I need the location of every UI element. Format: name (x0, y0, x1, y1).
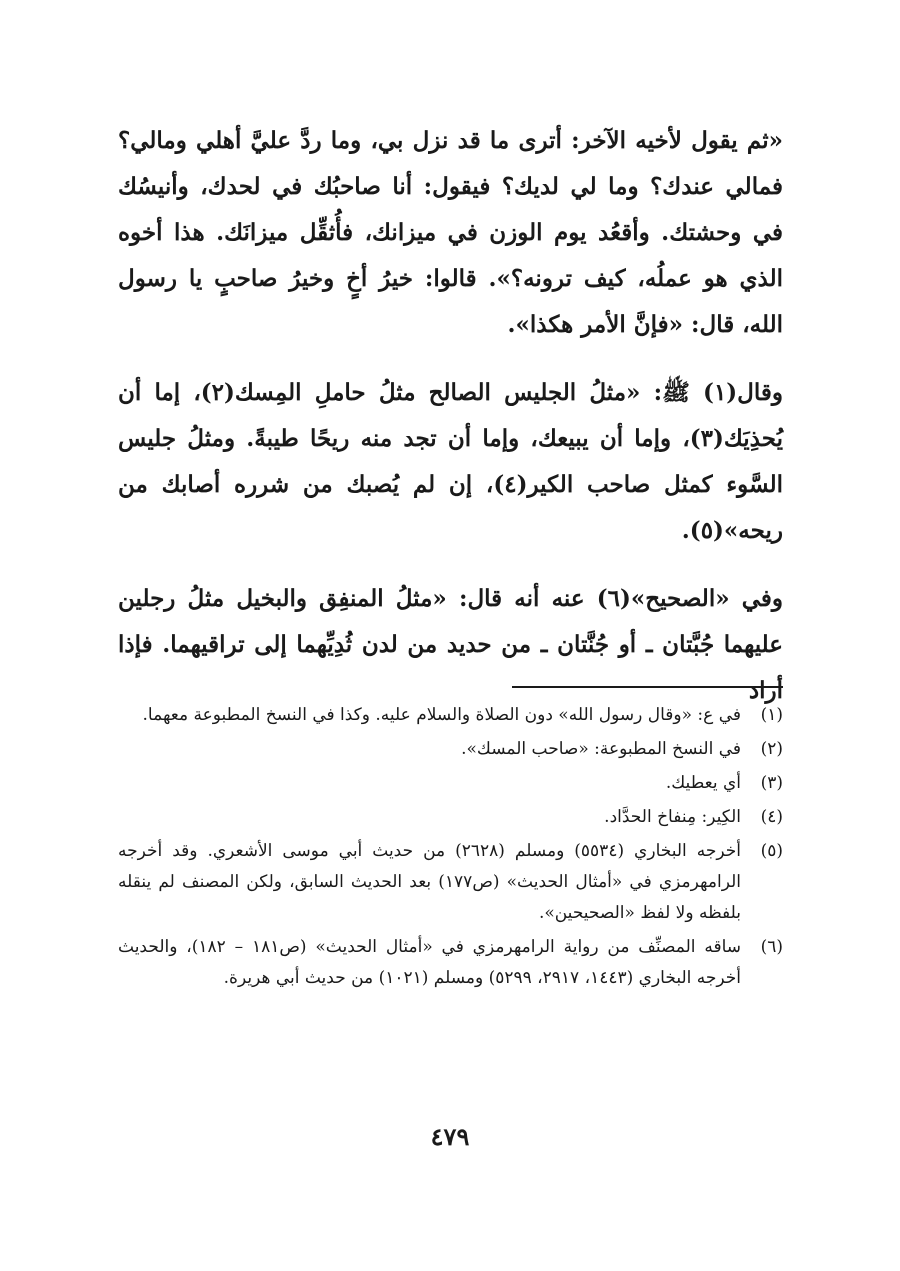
footnote-number: (٤) (760, 807, 783, 827)
footnote-6 (118, 932, 783, 994)
footnote-text: ساقه المصنِّف من رواية الرامهرمزي في «أمثال الحديث» (ص١٨١ – ١٨٢)، والحديث أخرجه البخاري (١٤٤٣، ٢٩١٧، ٥٢٩٩) ومسلم (١٠٢١) من حديث أبي هريرة. (118, 937, 741, 988)
footnote-text: الكِير: مِنفاخ الحدَّاد. (604, 807, 741, 827)
footnote-text: أخرجه البخاري (٥٥٣٤) ومسلم (٢٦٢٨) من حديث أبي موسى الأشعري. وقد أخرجه الرامهرمزي في «أمثال الحديث» (ص١٧٧) بعد الحديث السابق، ولكن المصنف لم ينقله بلفظه ولا لفظ «الصحيحين». (118, 841, 741, 923)
paragraph-1: «ثم يقول لأخيه الآخر: أترى ما قد نزل بي، وما ردَّ عليَّ أهلي ومالي؟ فمالي عندك؟ وما لي لديك؟ فيقول: أنا صاحبُك في لحدك، وأنيسُك في وحشتك. وأقعُد يوم الوزن في ميزانك، فأُثقِّل ميزانَك. هذا أخوه الذي هو عملُه، كيف ترونه؟». قالوا: خيرُ أخٍ وخيرُ صاحبٍ يا رسول الله، قال: «فإنَّ الأمر هكذا». (118, 127, 783, 338)
footnote-1 (118, 700, 783, 731)
paragraph-3: وفي «الصحيح»(٦) عنه أنه قال: «مثلُ المنفِق والبخيل مثلُ رجلين عليهما جُبَّتان ـ أو جُنَّتان ـ من حديد من لدن ثُدِيِّهما إلى تراقيهما. فإذا أراد (118, 585, 783, 704)
footnote-number: (١) (760, 705, 783, 725)
footnote-2 (118, 734, 783, 765)
footnote-text: في ع: «وقال رسول الله» دون الصلاة والسلام عليه. وكذا في النسخ المطبوعة معهما. (142, 705, 741, 725)
footnote-number: (٥) (760, 841, 783, 861)
footnote-text: أي يعطيك. (665, 773, 741, 793)
footnote-5 (118, 836, 783, 929)
footnotes (118, 700, 783, 997)
footnote-4 (118, 802, 783, 833)
footnote-number: (٢) (760, 739, 783, 759)
main-text (118, 118, 783, 736)
footnote-3 (118, 768, 783, 799)
footnote-divider (512, 686, 783, 688)
footnote-text: في النسخ المطبوعة: «صاحب المسك». (461, 739, 741, 759)
footnote-number: (٦) (760, 937, 783, 957)
footnote-number: (٣) (760, 773, 783, 793)
page-number: ٤٧٩ (430, 1122, 470, 1151)
paragraph-2: وقال(١) ﷺ: «مثلُ الجليس الصالح مثلُ حاملِ المِسك(٢)، إما أن يُحذِيَك(٣)، وإما أن يبيعك، وإما أن تجد منه ريحًا طيبةً. ومثلُ جليس السَّوء كمثل صاحب الكير(٤)، إن لم يُصبك من شرره أصابك من ريحه»(٥). (118, 379, 783, 544)
